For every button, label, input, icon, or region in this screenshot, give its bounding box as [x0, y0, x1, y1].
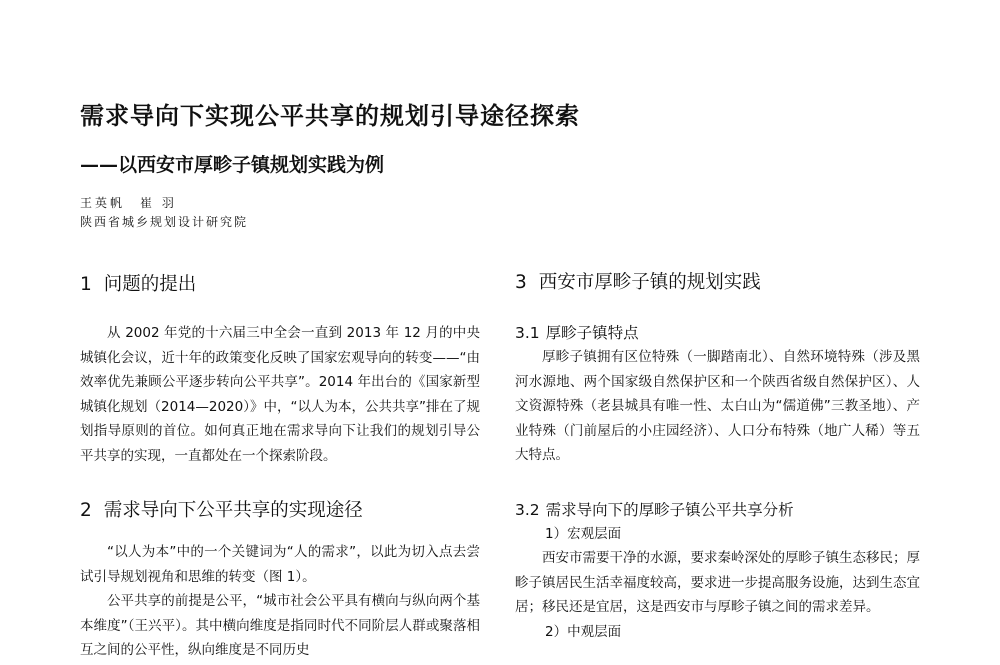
- section-heading: [80, 270, 480, 296]
- section-number: 2: [80, 500, 92, 521]
- paper-subtitle: ——以西安市厚畛子镇规划实践为例: [80, 154, 385, 176]
- author-affiliation: 陕西省城乡规划设计研究院: [80, 215, 249, 229]
- list-item: 2）中观层面: [545, 623, 622, 640]
- right-column: [515, 268, 920, 644]
- paragraph: 从 2002 年党的十六届三中全会一直到 2013 年 12 月的中央城镇化会议，近十年的政策变化反映了国家宏观导向的转变——“由效率优先兼顾公平逐步转向公平共享”。2014 年出台的《国家新型城镇化规划（2014—2020）》中，“以人为本，公共共享”排在了规划指导原则的首位。如何真正地在需求导向下让我们的规划引导公平共享的实现，一直都处在一个探索阶段。: [80, 325, 480, 464]
- paper-title: 需求导向下实现公平共享的规划引导途径探索: [80, 102, 580, 130]
- subsection-number: 3.2: [515, 500, 540, 519]
- section-heading: [80, 496, 480, 522]
- subsection-title: 需求导向下的厚畛子镇公平共享分析: [545, 500, 794, 519]
- paragraph: 公平共享的前提是公平，“城市社会公平具有横向与纵向两个基本维度”（王兴平）。其中横向维度是指同时代不同阶层人群或聚落相互之间的公平性，纵向维度是不同历史: [80, 593, 480, 658]
- section-number: 1: [80, 274, 92, 295]
- section-number: 3: [515, 272, 527, 293]
- section-title: 西安市厚畛子镇的规划实践: [538, 272, 761, 293]
- paragraph: 厚畛子镇拥有区位特殊（一脚踏南北）、自然环境特殊（涉及黑河水源地、两个国家级自然保护区和一个陕西省级自然保护区）、人文资源特殊（老县城具有唯一性、太白山为“儒道佛”三教圣地）、产业特殊（门前屋后的小庄园经济）、人口分布特殊（地广人稀）等五大特点。: [515, 349, 920, 463]
- left-column: [80, 270, 480, 663]
- subsection-number: 3.1: [515, 324, 540, 342]
- section-heading: [515, 268, 920, 294]
- section-title: 问题的提出: [103, 274, 197, 295]
- subsection-heading: [515, 498, 920, 520]
- subsection-heading: [515, 321, 920, 343]
- paragraph: 西安市需要干净的水源，要求秦岭深处的厚畛子镇生态移民；厚畛子镇居民生活幸福度较高，要求进一步提高服务设施，达到生态宜居；移民还是宜居，这是西安市与厚畛子镇之间的需求差异。: [515, 550, 920, 615]
- author-names: 王英帆 崔 羽: [80, 196, 177, 210]
- subsection-title: 厚畛子镇特点: [545, 324, 639, 342]
- list-item: 1）宏观层面: [545, 525, 622, 542]
- section-title: 需求导向下公平共享的实现途径: [103, 500, 363, 521]
- paragraph: “以人为本”中的一个关键词为“人的需求”，以此为切入点去尝试引导规划视角和思维的转变（图 1）。: [80, 544, 480, 585]
